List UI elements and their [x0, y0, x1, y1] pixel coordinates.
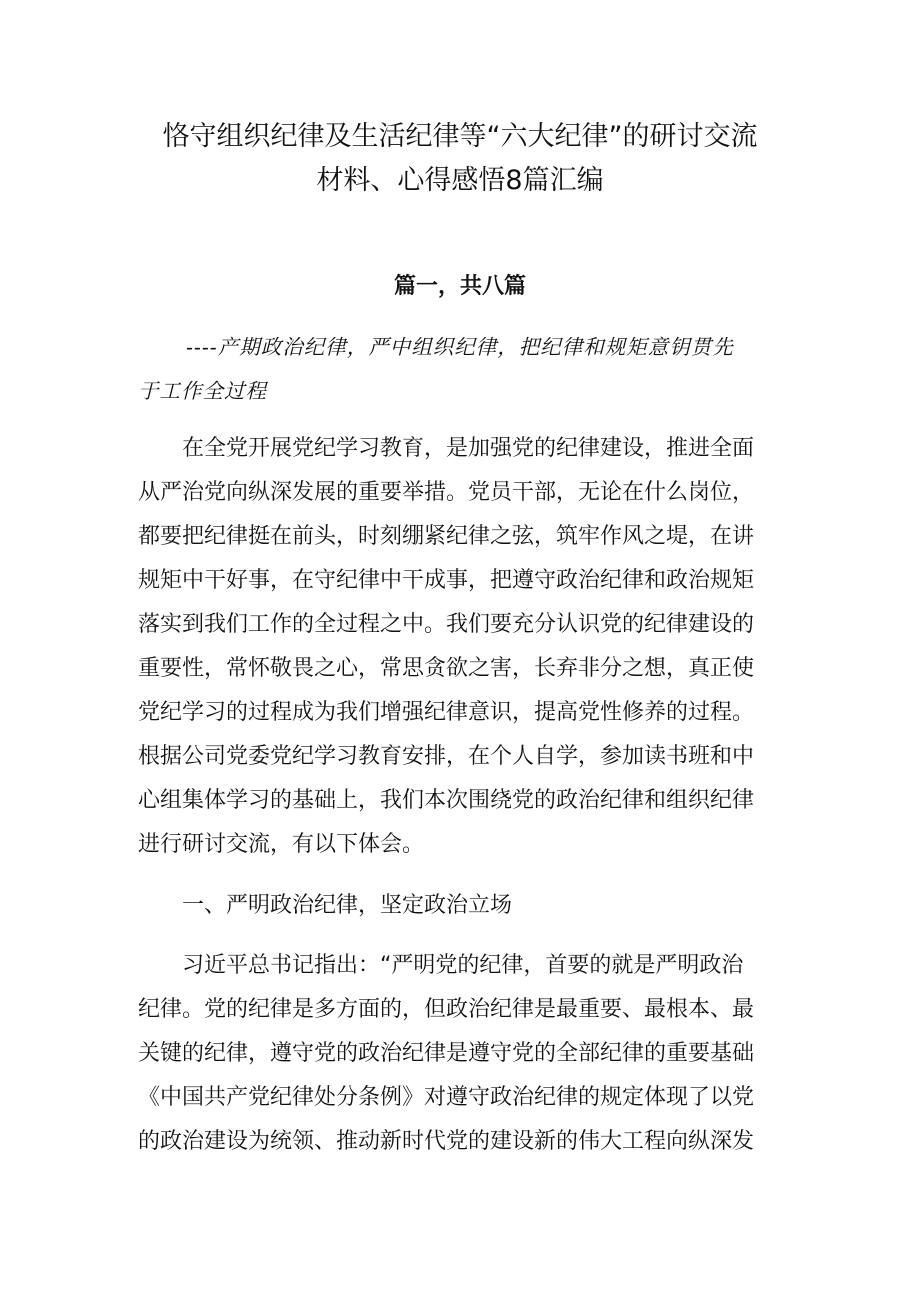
paragraph-line: 心组集体学习的基础上，我们本次围绕党的政治纪律和组织纪律 — [138, 788, 755, 813]
paragraph-line: 习近平总书记指出：“严明党的纪律，首要的就是严明政治 — [182, 953, 744, 978]
paragraph-line: 的政治建设为统领、推动新时代党的建设新的伟大工程向纵深发 — [138, 1129, 755, 1154]
paragraph-line: 落实到我们工作的全过程之中。我们要充分认识党的纪律建设的 — [138, 612, 755, 637]
document-title-line-1: 恪守组织纪律及生活纪律等“六大纪律”的研讨交流 — [162, 121, 758, 152]
heading-political-discipline: 一、严明政治纪律，坚定政治立场 — [182, 893, 513, 918]
paragraph-line: 进行研讨交流，有以下体会。 — [138, 832, 425, 857]
paragraph-line: 都要把纪律挺在前头，时刻绷紧纪律之弦，筑牢作风之堤，在讲 — [138, 524, 755, 549]
paragraph-line: 党纪学习的过程成为我们增强纪律意识，提高党性修养的过程。 — [138, 700, 755, 725]
paragraph-line: 从严治党向纵深发展的重要举措。党员干部，无论在什么岗位， — [138, 480, 755, 505]
paragraph-line: 在全党开展党纪学习教育，是加强党的纪律建设，推进全面 — [182, 436, 755, 461]
subtitle — [138, 325, 798, 413]
paragraph-line: 纪律。党的纪律是多方面的，但政治纪律是最重要、最根本、最 — [138, 997, 755, 1022]
paragraph-line: 规矩中干好事，在守纪律中干成事，把遵守政治纪律和政治规矩 — [138, 568, 755, 593]
section-heading: 篇一，共八篇 — [393, 274, 526, 299]
paragraph-line: 根据公司党委党纪学习教育安排，在个人自学，参加读书班和中 — [138, 744, 755, 769]
document-title-line-2: 材料、心得感悟8篇汇编 — [316, 165, 604, 196]
paragraph-line: 重要性，常怀敬畏之心，常思贪欲之害，长弃非分之想，真正使 — [138, 656, 755, 681]
paragraph-2 — [138, 944, 790, 1164]
subtitle-line-1: ----产期政治纪律，严中组织纪律，把纪律和规矩意钥贯先 — [186, 335, 734, 359]
paragraph-1 — [138, 427, 790, 867]
paragraph-line: 关键的纪律，遵守党的政治纪律是遵守党的全部纪律的重要基础 — [138, 1041, 755, 1066]
subtitle-line-2: 于工作全过程 — [138, 379, 267, 403]
paragraph-line: 《中国共产党纪律处分条例》对遵守政治纪律的规定体现了以党 — [138, 1085, 755, 1110]
